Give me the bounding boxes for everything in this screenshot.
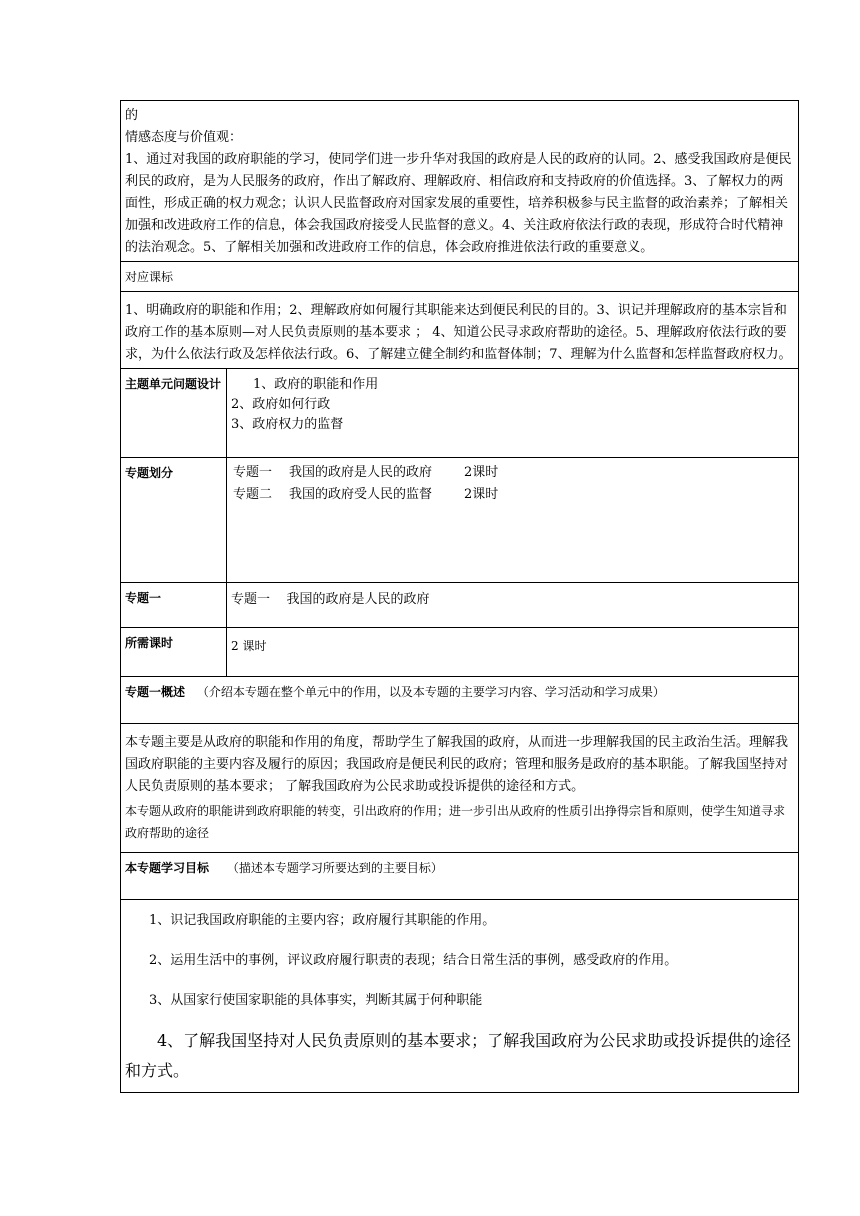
emotion-goals-cell	[121, 101, 799, 262]
unit-question-item: 3、政府权力的监督	[231, 417, 344, 432]
overview-header-cell	[121, 677, 799, 724]
class-hours-value: 2 课时	[227, 628, 799, 677]
lesson-plan-table	[120, 100, 799, 1093]
topic-division-item	[231, 462, 794, 484]
topic-division-label: 专题划分	[121, 458, 227, 583]
topic-number: 专题一	[233, 465, 273, 480]
emotion-goals-heading: 情感态度与价值观：	[125, 130, 243, 145]
curriculum-standard-body-row	[121, 292, 799, 369]
goals-body-cell	[121, 900, 799, 1093]
curriculum-standard-text: 1、明确政府的职能和作用；2、理解政府如何履行其职能来达到便民利民的目的。3、识记并理解政府的基本宗旨和政府工作的基本原则—对人民负责原则的基本要求 ； 4、知道公民寻求政府帮助的途径。5、理解政府依法行政的要求，为什么依法行政及怎样依法行政。6、了解建立健全制约和监督体制；7、理解为什么监督和怎样监督政府权力。	[121, 292, 799, 369]
goals-body-row	[121, 900, 799, 1093]
overview-hint: （介绍本专题在整个单元中的作用，以及本专题的主要学习内容、学习活动和学习成果）	[196, 685, 665, 699]
emotion-goals-row	[121, 101, 799, 262]
curriculum-standard-header-row	[121, 262, 799, 292]
emotion-goals-text: 1、通过对我国的政府职能的学习，使同学们进一步升华对我国的政府是人民的政府的认同。2、感受我国政府是便民利民的政府，是为人民服务的政府，作出了解政府、理解政府、相信政府和支持政府的价值选择。3、了解权力的两面性，形成正确的权力观念；认识人民监督政府对国家发展的重要性，培养积极参与民主监督的政治素养；了解相关加强和改进政府工作的信息，体会我国政府接受人民监督的意义。4、关注政府依法行政的表现，形成符合时代精神的法治观念。5、了解相关加强和改进政府工作的信息，体会政府推进依法行政的重要意义。	[125, 152, 792, 255]
topic-hours: 2课时	[464, 465, 499, 480]
overview-paragraph: 本专题从政府的职能讲到政府职能的转变，引出政府的作用；进一步引出从政府的性质引出挣得宗旨和原则，使学生知道寻求政府帮助的途径	[125, 804, 786, 840]
goal-item: 4、了解我国坚持对人民负责原则的基本要求；了解我国政府为公民求助或投诉提供的途径和方式。	[125, 1031, 792, 1080]
overview-paragraph: 本专题主要是从政府的职能和作用的角度，帮助学生了解我国的政府，从而进一步理解我国的民主政治生活。理解我国政府职能的主要内容及履行的原因；我国政府是便民利民的政府；管理和服务是政府的基本职能。了解我国坚持对人民负责原则的基本要求； 了解我国政府为公民求助或投诉提供的途径和方式。	[125, 735, 789, 794]
overview-header-row	[121, 677, 799, 724]
topic-one-value: 专题一 我国的政府是人民的政府	[227, 583, 799, 628]
overview-body-row	[121, 724, 799, 853]
goals-label: 本专题学习目标	[125, 861, 210, 875]
unit-questions-cell	[227, 369, 799, 458]
goals-hint: （描述本专题学习所要达到的主要目标）	[226, 861, 443, 875]
topic-division-row	[121, 458, 799, 583]
goals-header-cell	[121, 853, 799, 900]
unit-question-item: 2、政府如何行政	[231, 397, 331, 412]
topic-division-cell	[227, 458, 799, 583]
topic-one-row	[121, 583, 799, 628]
unit-questions-label: 主题单元问题设计	[121, 369, 227, 458]
overview-body-cell	[121, 724, 799, 853]
topic-hours: 2课时	[464, 487, 499, 502]
unit-question-item: 1、政府的职能和作用	[253, 377, 379, 392]
class-hours-row	[121, 628, 799, 677]
class-hours-label: 所需课时	[121, 628, 227, 677]
topic-one-label: 专题一	[121, 583, 227, 628]
overview-label: 专题一概述	[125, 685, 186, 699]
goal-item: 2、运用生活中的事例，评议政府履行职责的表现；结合日常生活的事例，感受政府的作用。	[149, 953, 678, 968]
topic-division-item	[231, 484, 794, 506]
topic-title: 我国的政府是人民的政府	[289, 465, 433, 480]
topic-number: 专题二	[233, 487, 273, 502]
unit-questions-row	[121, 369, 799, 458]
goals-header-row	[121, 853, 799, 900]
topic-title: 我国的政府受人民的监督	[289, 487, 433, 502]
emotion-goals-fragment: 的	[125, 108, 139, 123]
goal-item: 3、从国家行使国家职能的具体事实，判断其属于何种职能	[149, 993, 483, 1008]
goal-item: 1、识记我国政府职能的主要内容；政府履行其职能的作用。	[149, 913, 496, 928]
curriculum-standard-label: 对应课标	[121, 262, 799, 292]
